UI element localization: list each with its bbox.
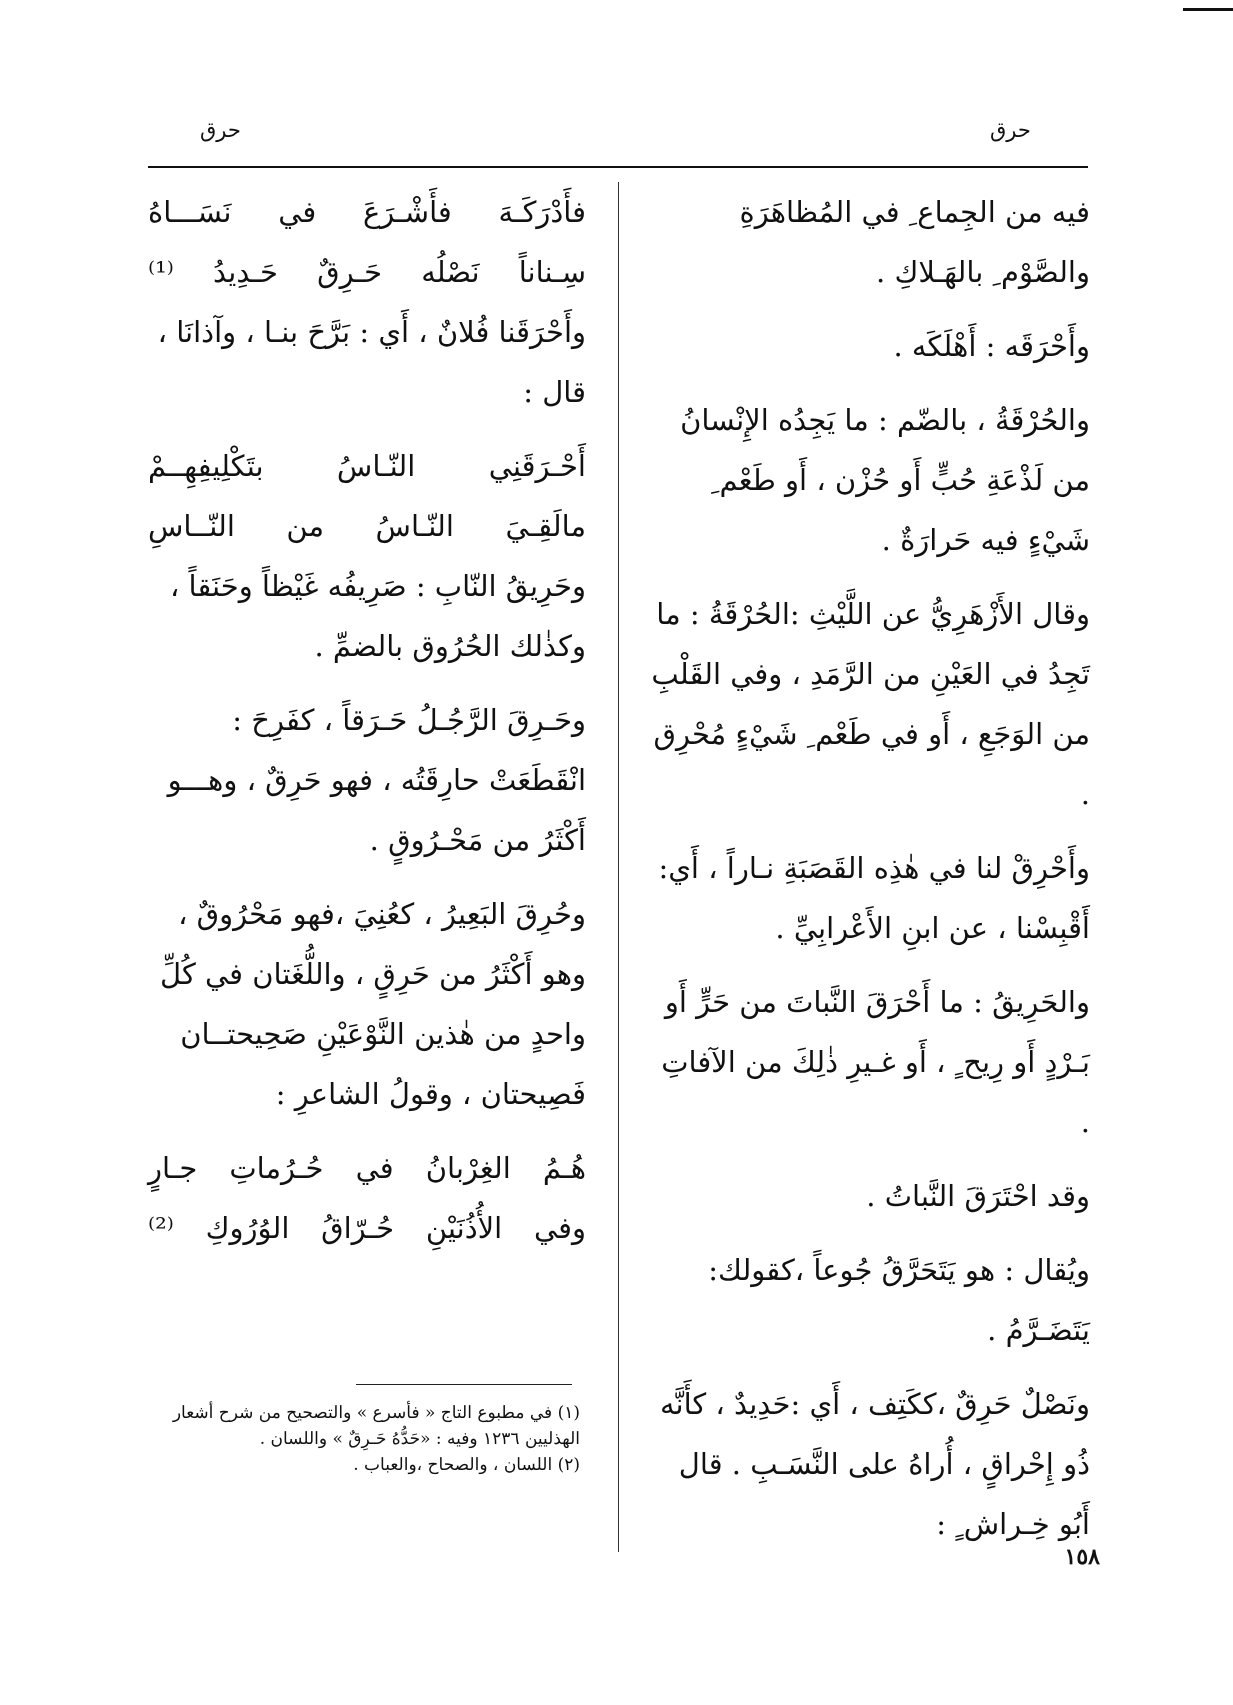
entry-paragraph: ونَصْلٌ حَرِقٌ ،ككَتِف ، أَي :حَدِيدٌ ، كأَنَّه ذُو إِحْراقٍ ، أُراهُ على النَّسَـبِ . قال أَبُو خِـراش ٍ : — [659, 1387, 1090, 1541]
running-head-right: حرق — [990, 118, 1031, 142]
entry-paragraph: وقال الأَزْهَرِيُّ عن اللَّيْثِ :الحُرْقَةُ : ما تَجِدُ في العَيْنِ من الرَّمَدِ ، وفي القَلْبِ من الوَجَعِ ، أَو في طَعْم ِ شَيْءٍ مُحْرِق . — [651, 597, 1090, 811]
verse-line: هُـمُ الغِرْبانُ في حُـرُماتِ جـارٍ — [148, 1151, 586, 1185]
page-number: ١٥٨ — [1064, 1544, 1100, 1570]
column-divider — [618, 182, 619, 1552]
footnotes — [140, 1400, 580, 1478]
footnote: (١) في مطبوع التاج « فأسرع » والتصحيح من شرح أشعار الهذليين ١٢٣٦ وفيه : «حَدُّهُ حَـرِقٌ » واللسان . — [172, 1403, 580, 1449]
entry-paragraph: وقد احْتَرَقَ النَّباتُ . — [866, 1179, 1090, 1213]
entry-paragraph: ويُقال : هو يَتَحَرَّقُ جُوعاً ،كقولك: يَتَضَـرَّمُ . — [708, 1253, 1090, 1347]
entry-paragraph: والحُرْقَةُ ، بالضّم : ما يَجِدُه الإِنْسانُ من لَذْعَةِ حُبٍّ أَو حُزْن ، أَو طَعْم ِ شَيْءٍ فيه حَرارَةٌ . — [680, 403, 1090, 557]
entry-paragraph: وأَحْرَقَه : أَهْلَكَه . — [893, 329, 1090, 363]
entry-paragraph: وأَحْرِقْ لنا في هٰذِه القَصَبَةِ نـاراً ، أَي: أَقْبِسْنا ، عن ابنِ الأَعْرابِيِّ . — [658, 851, 1090, 945]
verse-line: أَحْـرَقَنِي النّـاسُ بتَكْلِيفِهِــمْ — [148, 449, 586, 483]
scan-corner-mark — [1183, 8, 1233, 11]
entry-paragraph: وحُرِقَ البَعِيرُ ، كعُنِيَ ،فهو مَحْرُوقٌ ، وهو أَكْثَرُ من حَرِقٍ ، واللُّغَتان في كُلِّ واحدٍ من هٰذين النَّوْعَيْنِ صَحِيحتــان فَصِيحتان ، وقولُ الشاعرِ : — [160, 897, 586, 1111]
verse-line: فأَدْرَكَـهَ فأَشْـرَعَ في نَسَـــاهُ — [148, 195, 586, 229]
entry-paragraph: والحَرِيقُ : ما أَحْرَقَ النَّباتَ من حَرٍّ أَو بَـرْدٍ أَو رِيح ٍ ، أَو غـيرِ ذٰلِكَ من الآفاتِ . — [661, 985, 1090, 1139]
footnote: (٢) اللسان ، والصحاح ،والعباب . — [353, 1455, 580, 1475]
running-head-left: حرق — [200, 118, 241, 142]
left-column — [148, 182, 586, 1258]
entry-paragraph: فيه من الجِماع ِ في المُظاهَرَةِ والصَّوْم ِ بالهَـلاكِ . — [739, 195, 1090, 289]
verse-line: مالَقِـيَ النّـاسُ من النّــاسِ — [148, 509, 586, 543]
header-rule — [148, 166, 1088, 168]
verse-line: وفي الأُذُنَيْنِ حُـرّاقُ الوُرُوكِ ⁽²⁾ — [148, 1211, 586, 1245]
right-column — [650, 182, 1090, 1568]
footnote-rule — [356, 1384, 572, 1385]
entry-paragraph: وحَـرِقَ الرَّجُـلُ حَـرَقاً ، كفَرِحَ : انْقَطَعَتْ حارِقَتُه ، فهو حَرِقٌ ، وهـــو أَكْثَرُ من مَحْـرُوقٍ . — [167, 703, 586, 857]
entry-paragraph: وحَرِيقُ النّابِ : صَرِيفُه غَيْظاً وحَنَقاً ، وكذٰلك الحُرُوق بالضمِّ . — [169, 569, 586, 663]
entry-paragraph: وأَحْرَقَنا فُلانٌ ، أَي : بَرَّحَ بنـا ، وآذانَا ، قال : — [157, 315, 586, 409]
verse-line: سِـناناً نَصْلُه حَـرِقٌ حَـدِيدُ ⁽¹⁾ — [148, 255, 586, 289]
